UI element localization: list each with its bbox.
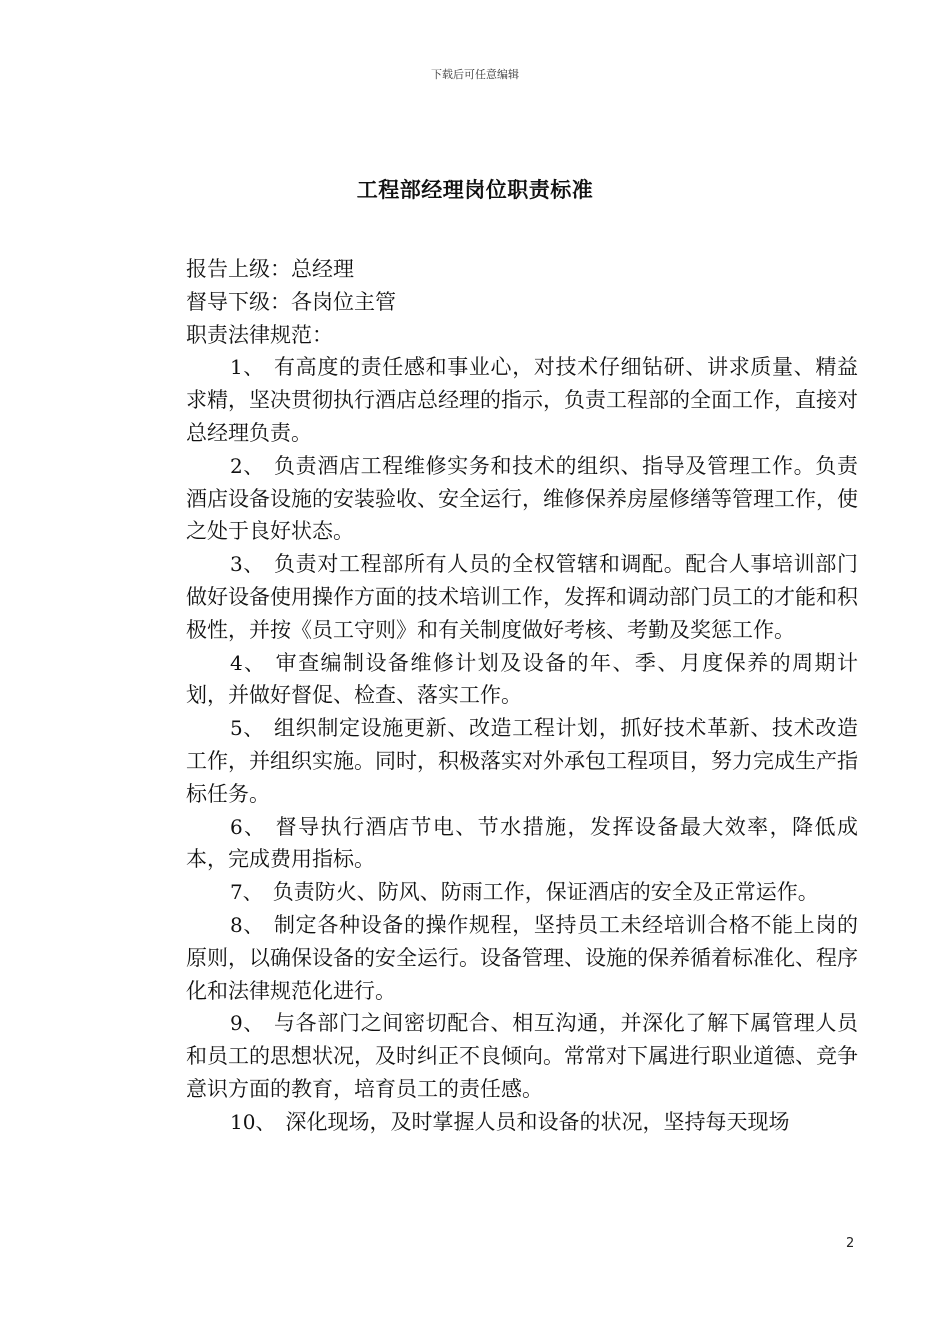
duty-number: 9、 [230, 1011, 265, 1036]
duty-text: 负责防火、防风、防雨工作，保证酒店的安全及正常运作。 [272, 880, 819, 905]
duty-item [186, 909, 858, 1007]
duty-item [186, 1007, 858, 1105]
duty-number: 5、 [230, 716, 265, 741]
duty-number: 6、 [230, 814, 266, 839]
duty-number: 1、 [230, 355, 265, 380]
duty-number: 2、 [230, 453, 265, 478]
duty-number: 10、 [230, 1109, 276, 1134]
duty-text: 督导执行酒店节电、节水措施，发挥设备最大效率，降低成本，完成费用指标。 [186, 814, 858, 872]
document-body [186, 253, 858, 1139]
duty-text: 制定各种设备的操作规程，坚持员工未经培训合格不能上岗的原则，以确保设备的安全运行。设备管理、设施的保养循着标准化、程序化和法律规范化进行。 [186, 912, 858, 1003]
duty-text: 负责对工程部所有人员的全权管辖和调配。配合人事培训部门做好设备使用操作方面的技术培训工作，发挥和调动部门员工的才能和积极性，并按《员工守则》和有关制度做好考核、考勤及奖惩工作。 [186, 552, 858, 642]
duty-text: 组织制定设施更新、改造工程计划，抓好技术革新、技术改造工作，并组织实施。同时，积极落实对外承包工程项目，努力完成生产指标任务。 [186, 716, 858, 806]
document-title: 工程部经理岗位职责标准 [356, 178, 594, 202]
duty-text: 审查编制设备维修计划及设备的年、季、月度保养的周期计划，并做好督促、检查、落实工作。 [186, 650, 858, 708]
duty-item [186, 647, 858, 713]
page-header-note: 下载后可任意编辑 [431, 68, 519, 81]
duties-heading: 职责法律规范： [186, 322, 333, 347]
page-number: 2 [846, 1236, 855, 1251]
duty-text: 负责酒店工程维修实务和技术的组织、指导及管理工作。负责酒店设备设施的安装验收、安全运行，维修保养房屋修缮等管理工作，使之处于良好状态。 [186, 453, 858, 544]
duty-number: 3、 [230, 552, 265, 577]
duty-text: 有高度的责任感和事业心，对技术仔细钻研、讲求质量、精益求精，坚决贯彻执行酒店总经理的指示，负责工程部的全面工作，直接对总经理负责。 [186, 355, 858, 445]
duty-item [186, 351, 858, 449]
duty-number: 8、 [230, 912, 265, 937]
duty-item [186, 548, 858, 646]
duty-item [186, 712, 858, 810]
supervise-line: 督导下级：各岗位主管 [186, 289, 396, 314]
duty-item [186, 1106, 858, 1139]
duty-text: 与各部门之间密切配合、相互沟通，并深化了解下属管理人员和员工的思想状况，及时纠正不良倾向。常常对下属进行职业道德、竞争意识方面的教育，培育员工的责任感。 [186, 1011, 858, 1101]
duty-text: 深化现场，及时掌握人员和设备的状况，坚持每天现场 [285, 1109, 790, 1134]
duty-number: 4、 [230, 650, 266, 675]
duty-number: 7、 [230, 880, 263, 905]
report-to-line: 报告上级：总经理 [186, 257, 354, 281]
duty-item [186, 876, 858, 909]
duty-item [186, 811, 858, 877]
duty-item [186, 450, 858, 548]
